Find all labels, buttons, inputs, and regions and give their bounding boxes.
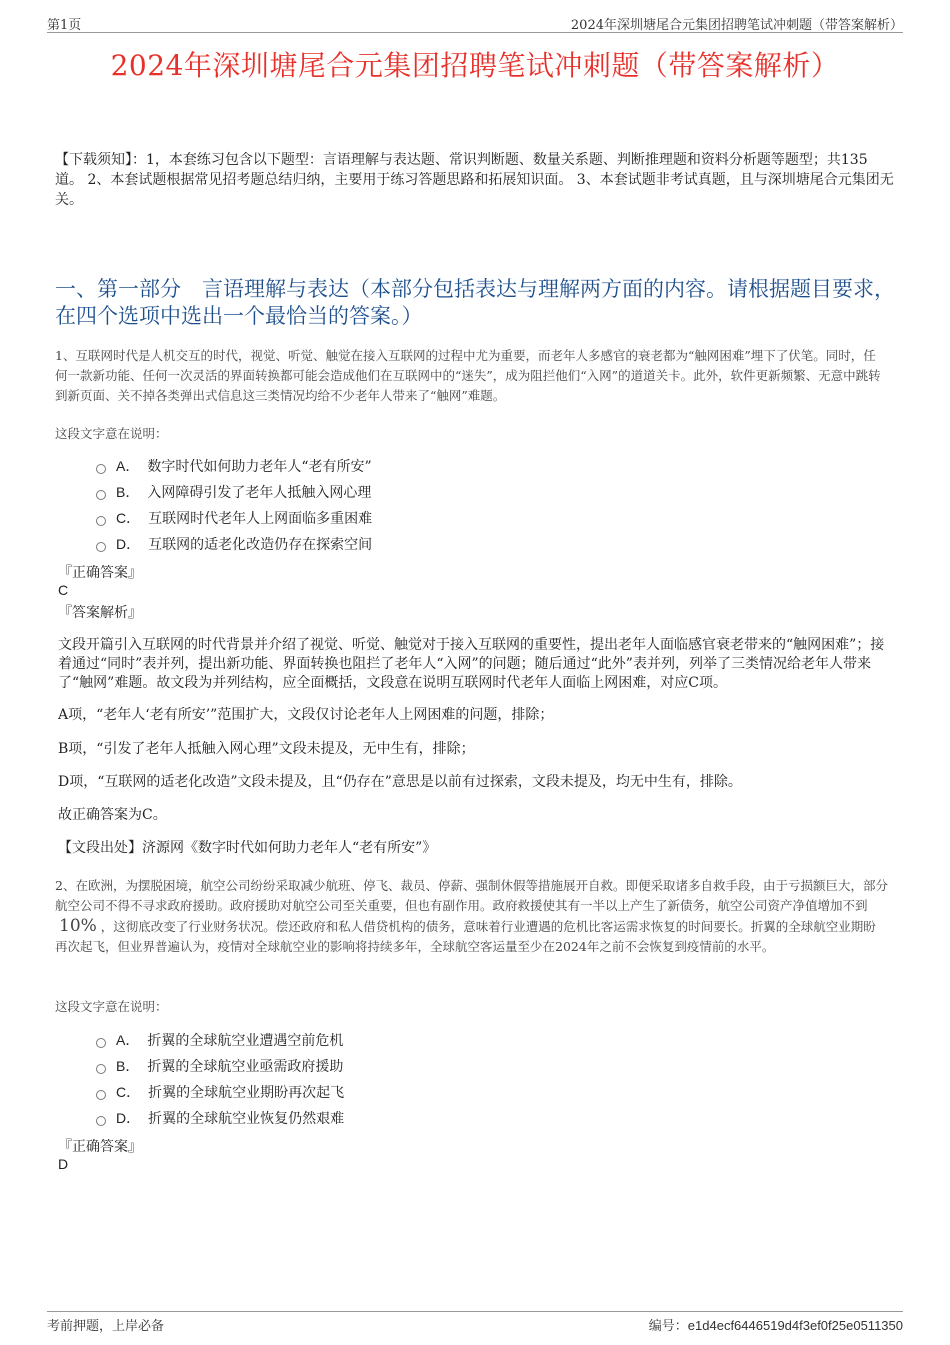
page-header bbox=[47, 12, 903, 33]
question-1-analysis-d: D项，“互联网的适老化改造”文段未提及，且“仍存在”意思是以前有过探索，文段未提及，均无中生有，排除。 bbox=[58, 774, 742, 790]
question-2-option-a[interactable]: A． 折翼的全球航空业遭遇空前危机 bbox=[96, 1027, 344, 1053]
section-heading: 一、第一部分 言语理解与表达（本部分包括表达与理解两方面的内容。请根据题目要求，在四个选项中选出一个最恰当的答案。） bbox=[55, 277, 895, 328]
question-2-option-d[interactable]: D． 折翼的全球航空业恢复仍然艰难 bbox=[96, 1105, 344, 1131]
question-2-prompt: 这段文字意在说明： bbox=[55, 999, 168, 1014]
question-1-source: 【文段出处】济源网《数字时代如何助力老年人“老有所安”》 bbox=[58, 840, 437, 856]
question-2-answer: D bbox=[58, 1156, 69, 1172]
footer-serial: 编号：e1d4ecf6446519d4f3ef0f25e0511350 bbox=[648, 1318, 903, 1333]
document-title: 2024年深圳塘尾合元集团招聘笔试冲刺题（带答案解析） bbox=[110, 49, 840, 82]
question-1-prompt: 这段文字意在说明： bbox=[55, 426, 168, 441]
radio-icon[interactable] bbox=[96, 464, 106, 474]
question-1-analysis-conclusion: 故正确答案为C。 bbox=[58, 807, 167, 823]
question-1-text: 1、互联网时代是人机交互的时代，视觉、听觉、触觉在接入互联网的过程中尤为重要，而老年人多感官的衰老都为“触网困难”埋下了伏笔。同时，任何一款新功能、任何一次灵活的界面转换都可能会造成他们在互联网中的“迷失”，成为阻拦他们“入网”的道道关卡。此外，软件更新频繁、无意中跳转到新页面、关不掉各类弹出式信息这三类情况均给不少老年人带来了“触网”难题。 bbox=[55, 348, 881, 403]
question-1-answer-label: 『正确答案』 bbox=[58, 565, 142, 581]
question-2-options bbox=[96, 1027, 344, 1131]
question-2-text: 2、在欧洲，为摆脱困境，航空公司纷纷采取减少航班、停飞、裁员、停薪、强制休假等措施展开自救。即便采取诸多自救手段，由于亏损额巨大，部分航空公司不得不寻求政府援助。政府援助对航空公司至关重要，但也有副作用。政府救援使其有一半以上产生了新债务，航空公司资产净值增加不到10% ，这彻底改变了行业财务状况。偿还政府和私人借贷机构的债务，意味着行业遭遇的危机比客运需求恢复的时间要长。折翼的全球航空业期盼再次起飞，但业界普遍认为，疫情对全球航空业的影响将持续多年，全球航空客运量至少在2024年之前不会恢复到疫情前的水平。 bbox=[55, 878, 888, 954]
question-1-option-c[interactable]: C． 互联网时代老年人上网面临多重困难 bbox=[96, 505, 372, 531]
radio-icon[interactable] bbox=[96, 516, 106, 526]
question-2-option-b[interactable]: B． 折翼的全球航空业亟需政府援助 bbox=[96, 1053, 344, 1079]
question-1-option-b[interactable]: B． 入网障碍引发了老年人抵触入网心理 bbox=[96, 479, 372, 505]
radio-icon[interactable] bbox=[96, 1038, 106, 1048]
radio-icon[interactable] bbox=[96, 1116, 106, 1126]
percent-formula: 10% bbox=[59, 916, 97, 936]
question-1-analysis-b: B项，“引发了老年人抵触入网心理”文段未提及，无中生有，排除； bbox=[58, 741, 475, 757]
question-1-options bbox=[96, 453, 372, 557]
question-1-analysis-label: 『答案解析』 bbox=[58, 605, 142, 621]
download-notice: 【下载须知】：1，本套练习包含以下题型：言语理解与表达题、常识判断题、数量关系题、判断推理题和资料分析题等题型；共135道。 2、本套试题根据常见招考题总结归纳，主要用于练习答题思路和拓展知识面。 3、本套试题非考试真题，且与深圳塘尾合元集团无关。 bbox=[55, 152, 894, 208]
page-footer bbox=[47, 1311, 903, 1336]
radio-icon[interactable] bbox=[96, 490, 106, 500]
question-1-option-d[interactable]: D． 互联网的适老化改造仍存在探索空间 bbox=[96, 531, 372, 557]
question-1-answer: C bbox=[58, 582, 69, 598]
question-1-analysis-a: A项，“老年人‘老有所安’”范围扩大，文段仅讨论老年人上网困难的问题，排除； bbox=[58, 707, 554, 723]
question-2-answer-label: 『正确答案』 bbox=[58, 1139, 142, 1155]
page-number: 第1页 bbox=[47, 18, 82, 33]
radio-icon[interactable] bbox=[96, 1064, 106, 1074]
radio-icon[interactable] bbox=[96, 1090, 106, 1100]
question-2-option-c[interactable]: C． 折翼的全球航空业期盼再次起飞 bbox=[96, 1079, 344, 1105]
header-doc-title: 2024年深圳塘尾合元集团招聘笔试冲刺题（带答案解析） bbox=[570, 18, 903, 33]
radio-icon[interactable] bbox=[96, 542, 106, 552]
question-1-option-a[interactable]: A． 数字时代如何助力老年人“老有所安” bbox=[96, 453, 372, 479]
question-1-analysis-main: 文段开篇引入互联网的时代背景并介绍了视觉、听觉、触觉对于接入互联网的重要性，提出老年人面临感官衰老带来的“触网困难”；接着通过“同时”表并列，提出新功能、界面转换也阻拦了老年人“入网”的问题；随后通过“此外”表并列，列举了三类情况给老年人带来了“触网”难题。故文段为并列结构，应全面概括，文段意在说明互联网时代老年人面临上网困难，对应C项。 bbox=[58, 637, 885, 691]
footer-slogan: 考前押题，上岸必备 bbox=[47, 1319, 165, 1334]
